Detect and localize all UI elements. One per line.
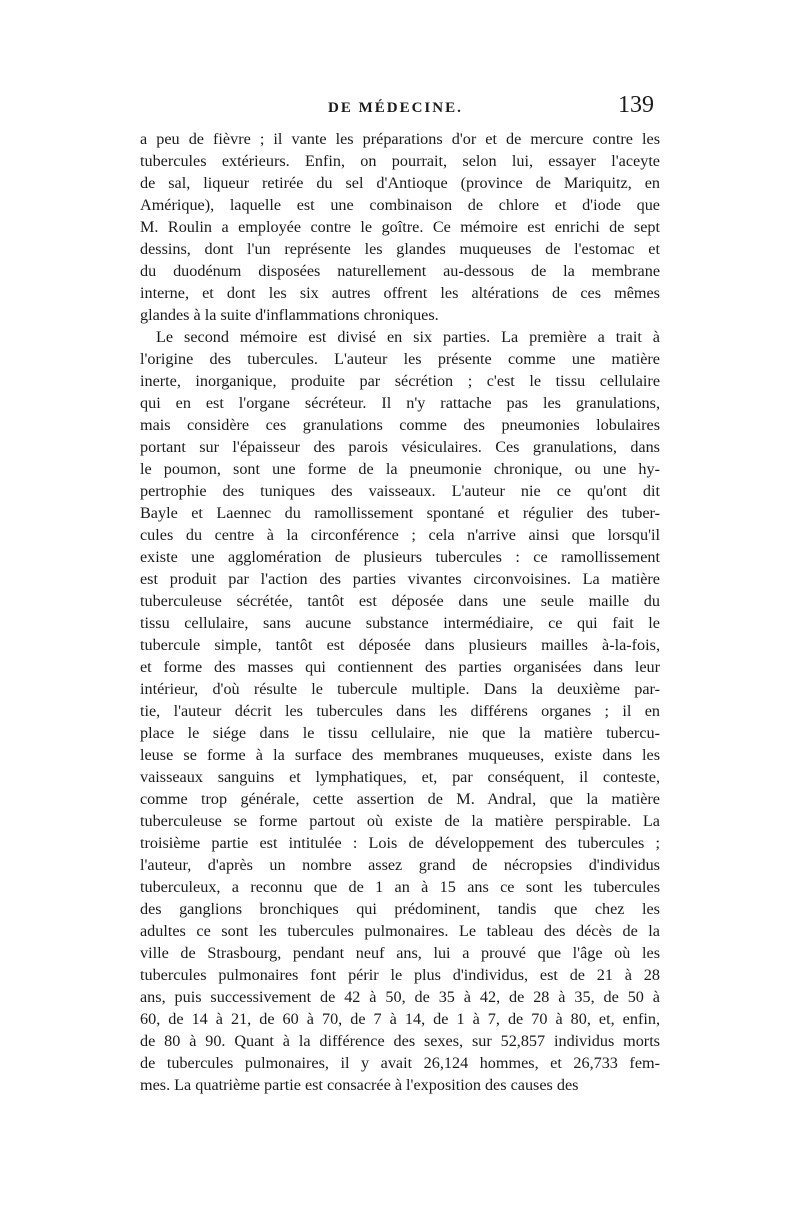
text-line: le poumon, sont une forme de la pneumonie chronique, ou une hy- [140,460,660,478]
text-line: place le siége dans le tissu cellulaire, nie que la matière tubercu- [140,724,660,742]
text-line: des ganglions bronchiques qui prédominent, tandis que chez les [140,900,660,918]
text-line: 60, de 14 à 21, de 60 à 70, de 7 à 14, de 1 à 7, de 70 à 80, et, enfin, [140,1010,660,1028]
text-line: de tubercules pulmonaires, il y avait 26,124 hommes, et 26,733 fem- [140,1054,660,1072]
text-line: cules du centre à la circonférence ; cela n'arrive ainsi que lorsqu'il [140,526,660,544]
body-text [140,128,660,1096]
text-line: de 80 à 90. Quant à la différence des sexes, sur 52,857 individus morts [140,1032,660,1050]
text-line: intérieur, d'où résulte le tubercule multiple. Dans la deuxième par- [140,680,660,698]
text-line: qui en est l'organe sécréteur. Il n'y rattache pas les granulations, [140,394,660,412]
page-header [140,92,660,126]
text-line: dessins, dont l'un représente les glandes muqueuses de l'estomac et [140,240,660,258]
text-line: l'auteur, d'après un nombre assez grand de nécropsies d'individus [140,856,660,874]
text-line: tie, l'auteur décrit les tubercules dans les différens organes ; il en [140,702,660,720]
text-line: comme trop générale, cette assertion de M. Andral, que la matière [140,790,660,808]
text-line: mes. La quatrième partie est consacrée à l'exposition des causes des [140,1076,579,1094]
page-number: 139 [618,92,654,118]
text-line: leuse se forme à la surface des membranes muqueuses, existe dans les [140,746,660,764]
paragraph-2 [140,326,660,1096]
paragraph-1 [140,128,660,326]
text-line: tuberculeuse se forme partout où existe de la matière perspirable. La [140,812,660,830]
text-line: Le second mémoire est divisé en six parties. La première a trait à [156,328,660,346]
running-head: DE MÉDECINE. [328,100,463,116]
text-line: tissu cellulaire, sans aucune substance intermédiaire, ce qui fait le [140,614,660,632]
text-line: existe une agglomération de plusieurs tubercules : ce ramollissement [140,548,660,566]
text-line: est produit par l'action des parties vivantes circonvoisines. La matière [140,570,660,588]
text-line: tubercules extérieurs. Enfin, on pourrait, selon lui, essayer l'aceyte [140,152,660,170]
text-line: ans, puis successivement de 42 à 50, de 35 à 42, de 28 à 35, de 50 à [140,988,660,1006]
text-line: a peu de fièvre ; il vante les préparations d'or et de mercure contre les [140,130,660,148]
text-line: tubercule simple, tantôt est déposée dans plusieurs mailles à-la-fois, [140,636,660,654]
text-line: Bayle et Laennec du ramollissement spontané et régulier des tuber- [140,504,660,522]
text-line: de sal, liqueur retirée du sel d'Antioque (province de Mariquitz, en [140,174,660,192]
text-line: interne, et dont les six autres offrent les altérations de ces mêmes [140,284,660,302]
text-line: l'origine des tubercules. L'auteur les présente comme une matière [140,350,660,368]
text-line: du duodénum disposées naturellement au-dessous de la membrane [140,262,660,280]
text-line: Amérique), laquelle est une combinaison de chlore et d'iode que [140,196,660,214]
text-line: ville de Strasbourg, pendant neuf ans, lui a prouvé que l'âge où les [140,944,660,962]
text-line: adultes ce sont les tubercules pulmonaires. Le tableau des décès de la [140,922,660,940]
text-line: inerte, inorganique, produite par sécrétion ; c'est le tissu cellulaire [140,372,660,390]
text-line: glandes à la suite d'inflammations chroniques. [140,306,439,324]
text-line: troisième partie est intitulée : Lois de développement des tubercules ; [140,834,660,852]
text-line: M. Roulin a employée contre le goître. Ce mémoire est enrichi de sept [140,218,660,236]
text-line: tuberculeuse sécrétée, tantôt est déposée dans une seule maille du [140,592,660,610]
text-line: mais considère ces granulations comme des pneumonies lobulaires [140,416,660,434]
text-line: vaisseaux sanguins et lymphatiques, et, par conséquent, il conteste, [140,768,660,786]
text-line: et forme des masses qui contiennent des parties organisées dans leur [140,658,660,676]
text-line: portant sur l'épaisseur des parois vésiculaires. Ces granulations, dans [140,438,660,456]
text-line: tuberculeux, a reconnu que de 1 an à 15 ans ce sont les tubercules [140,878,660,896]
text-line: pertrophie des tuniques des vaisseaux. L'auteur nie ce qu'ont dit [140,482,660,500]
text-line: tubercules pulmonaires font périr le plus d'individus, est de 21 à 28 [140,966,660,984]
